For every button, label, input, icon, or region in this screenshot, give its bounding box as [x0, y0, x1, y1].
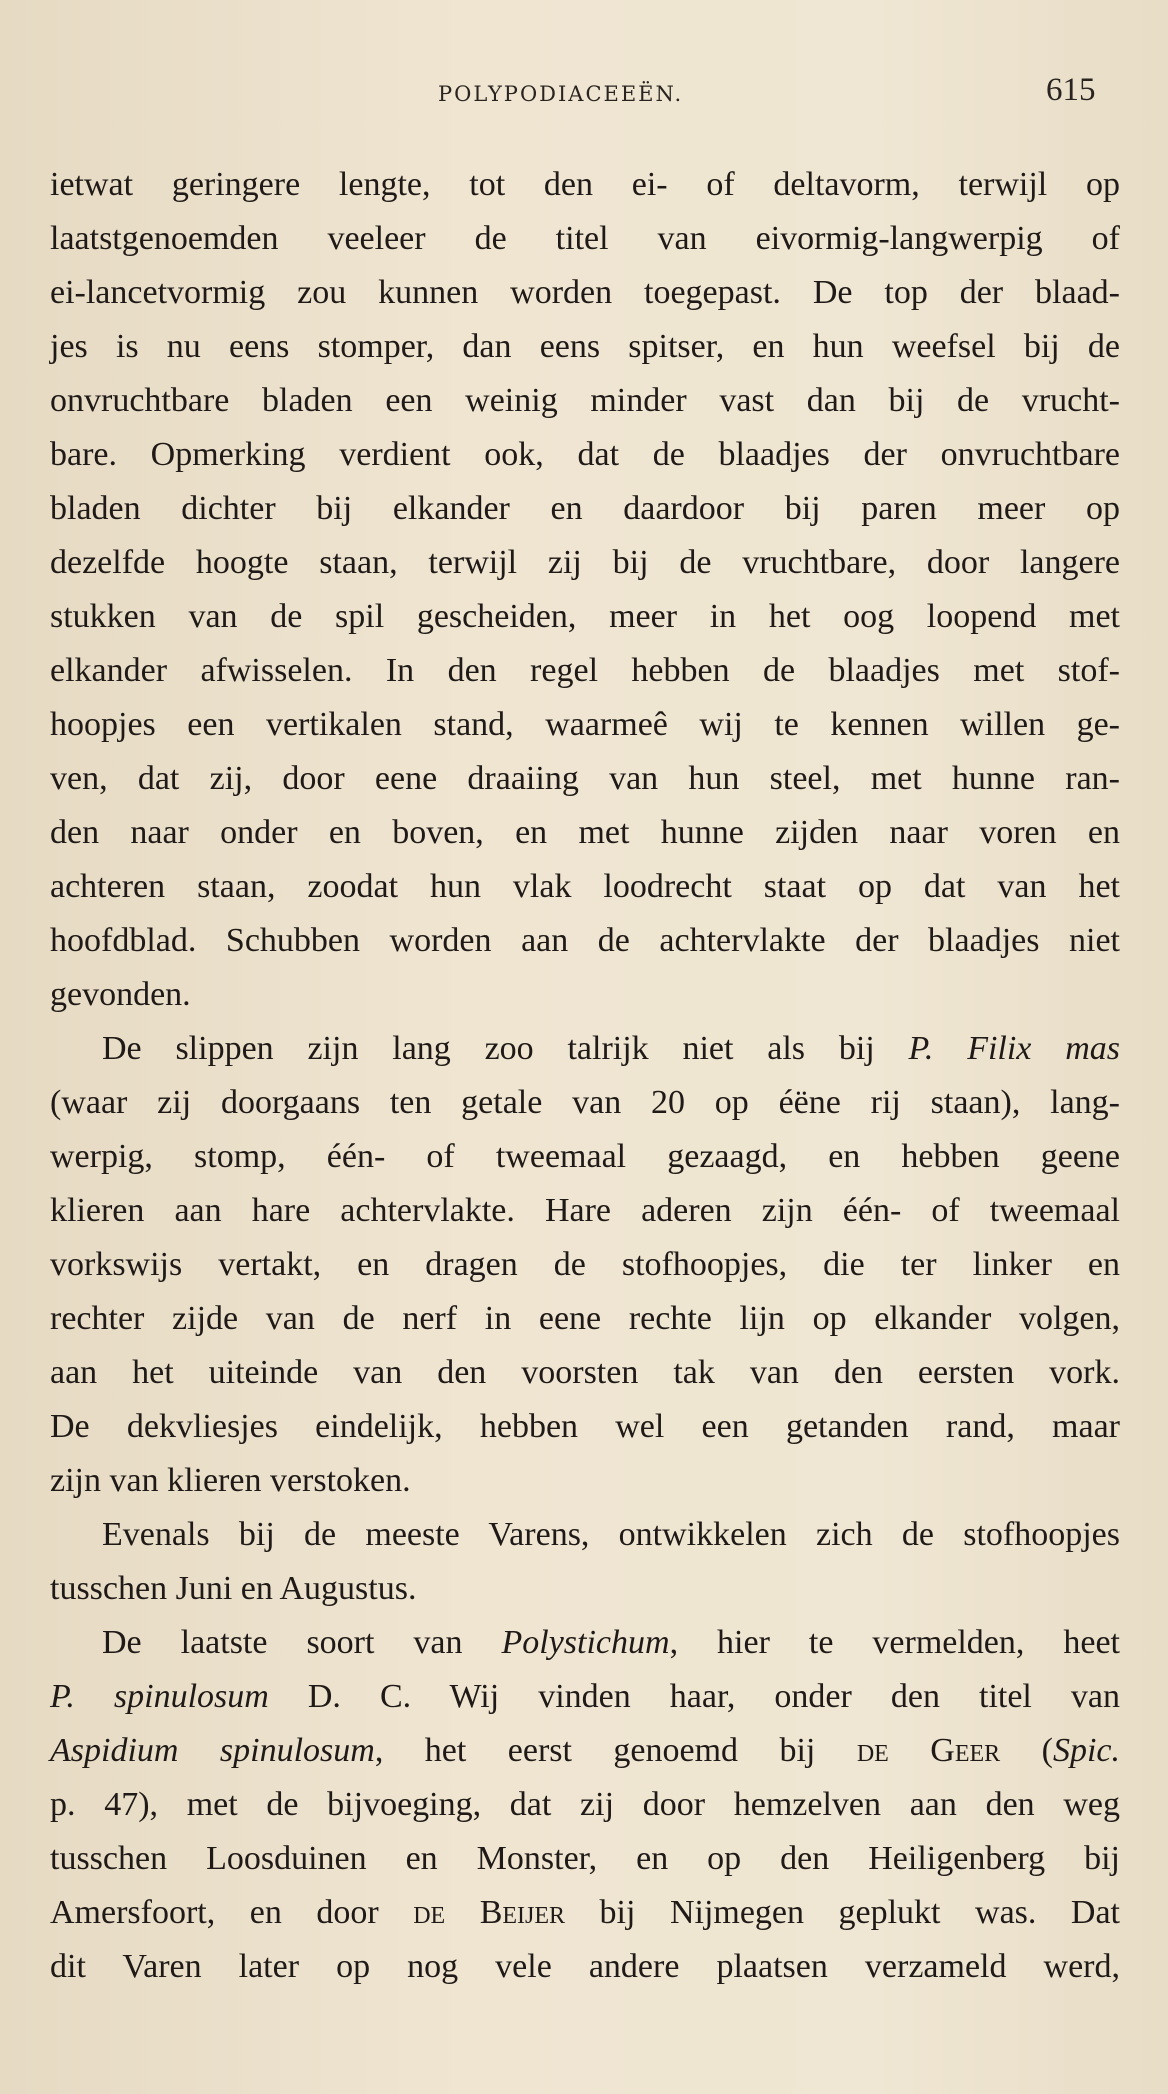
- text-fragment: bij Nijmegen geplukt was. Dat: [565, 1894, 1120, 1931]
- text-line: [50, 1724, 1120, 1778]
- text-line: den naar onder en boven, en met hunne zijden naar voren en: [50, 814, 1120, 851]
- text-line: [50, 1022, 1120, 1076]
- species-name: P. Filix mas: [908, 1030, 1120, 1067]
- text-line: [50, 1670, 1120, 1724]
- text-line: jes is nu eens stomper, dan eens spitser, en hun weefsel bij de: [50, 328, 1120, 365]
- text-fragment: , hier te vermelden, heet: [669, 1624, 1121, 1661]
- text-line: tusschen Juni en Augustus.: [50, 1570, 417, 1607]
- paragraph-1: [50, 158, 1120, 1022]
- paragraph-2: [50, 1022, 1120, 1508]
- text-fragment: (: [1000, 1732, 1053, 1769]
- text-line: ei-lancetvormig zou kunnen worden toegepast. De top der blaad-: [50, 274, 1120, 311]
- text-line: stukken van de spil gescheiden, meer in het oog loopend met: [50, 598, 1120, 635]
- text-line: (waar zij doorgaans ten getale van 20 op éëne rij staan), lang-: [50, 1084, 1120, 1121]
- running-title: POLYPODIACEEËN.: [438, 82, 684, 106]
- text-line: tusschen Loosduinen en Monster, en op den Heiligenberg bij: [50, 1840, 1120, 1877]
- synonym-name: Aspidium spinulosum: [50, 1732, 375, 1769]
- text-line: bladen dichter bij elkander en daardoor bij paren meer op: [50, 490, 1120, 527]
- text-fragment: De slippen zijn lang zoo talrijk niet als bij: [102, 1030, 909, 1067]
- text-line: hoopjes een vertikalen stand, waarmeê wij te kennen willen ge-: [50, 706, 1120, 743]
- text-line: klieren aan hare achtervlakte. Hare aderen zijn één- of tweemaal: [50, 1192, 1120, 1229]
- text-fragment: , het eerst genoemd bij: [374, 1732, 857, 1769]
- text-line: De dekvliesjes eindelijk, hebben wel een getanden rand, maar: [50, 1408, 1120, 1445]
- text-line: laatstgenoemden veeleer de titel van eivormig-langwerpig of: [50, 220, 1120, 257]
- text-line: werpig, stomp, één- of tweemaal gezaagd, en hebben geene: [50, 1138, 1120, 1175]
- genus-name: Polystichum: [501, 1624, 670, 1661]
- text-line: ven, dat zij, door eene draaiing van hun steel, met hunne ran-: [50, 760, 1120, 797]
- page-header: [0, 72, 1168, 122]
- text-line: onvruchtbare bladen een weinig minder vast dan bij de vrucht-: [50, 382, 1120, 419]
- text-line: elkander afwisselen. In den regel hebben de blaadjes met stof-: [50, 652, 1120, 689]
- text-line: Evenals bij de meeste Varens, ontwikkelen zich de stofhoopjes: [102, 1516, 1120, 1553]
- text-line: [50, 1616, 1120, 1670]
- page-number: 615: [1046, 72, 1096, 108]
- body-text: [50, 158, 1120, 1994]
- text-line: bare. Opmerking verdient ook, dat de blaadjes der onvruchtbare: [50, 436, 1120, 473]
- paragraph-3: [50, 1508, 1120, 1616]
- text-line: [50, 1886, 1120, 1940]
- text-line: p. 47), met de bijvoeging, dat zij door hemzelven aan den weg: [50, 1786, 1120, 1823]
- text-line: zijn van klieren verstoken.: [50, 1462, 411, 1499]
- text-line: dezelfde hoogte staan, terwijl zij bij de vruchtbare, door langere: [50, 544, 1120, 581]
- text-line: aan het uiteinde van den voorsten tak van den eersten vork.: [50, 1354, 1120, 1391]
- text-fragment: De laatste soort van: [102, 1624, 502, 1661]
- author-name: de Beijer: [413, 1894, 566, 1931]
- text-line: ietwat geringere lengte, tot den ei- of deltavorm, terwijl op: [50, 166, 1120, 203]
- reference-abbrev: Spic.: [1052, 1732, 1120, 1769]
- species-name: P. spinulosum: [50, 1678, 269, 1715]
- author-name: de Geer: [856, 1732, 1001, 1769]
- text-line: dit Varen later op nog vele andere plaatsen verzameld werd,: [50, 1948, 1120, 1985]
- text-line: gevonden.: [50, 976, 191, 1013]
- text-fragment: D. C. Wij vinden haar, onder den titel van: [268, 1678, 1120, 1715]
- text-line: achteren staan, zoodat hun vlak loodrecht staat op dat van het: [50, 868, 1120, 905]
- text-line: hoofdblad. Schubben worden aan de achtervlakte der blaadjes niet: [50, 922, 1120, 959]
- text-line: rechter zijde van de nerf in eene rechte lijn op elkander volgen,: [50, 1300, 1120, 1337]
- text-fragment: Amersfoort, en door: [50, 1894, 414, 1931]
- text-line: vorkswijs vertakt, en dragen de stofhoopjes, die ter linker en: [50, 1246, 1120, 1283]
- paragraph-4: [50, 1616, 1120, 1994]
